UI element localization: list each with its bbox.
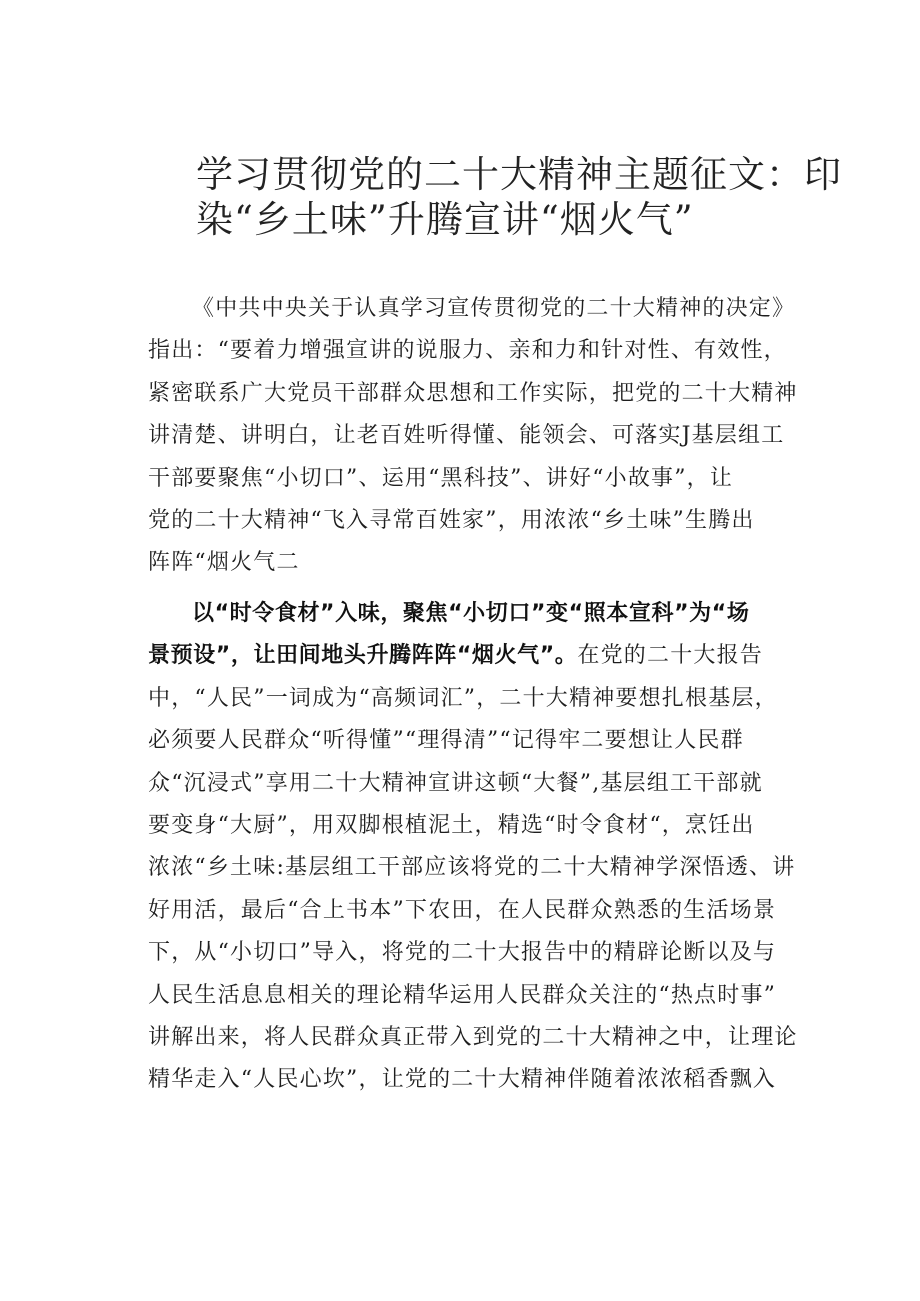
section-heading-line-2: 景预设”，让田间地头升腾阵阵“烟火气”。 <box>148 643 578 669</box>
paragraph-line: 要变身“大厨”，用双脚根植泥土，精选“时令食材“，烹饪出 <box>148 812 755 838</box>
paragraph-line: 讲清楚、讲明白，让老百姓听得懂、能领会、可落实J基层组工 <box>148 423 785 449</box>
paragraph-line: 人民生活息息相关的理论精华运用人民群众关注的“热点时事” <box>148 982 777 1008</box>
paragraph-text: 在党的二十大报告 <box>577 643 763 669</box>
paragraph-section-1 <box>148 593 828 1102</box>
paragraph-line: 必须要人民群众“听得懂”“理得清”“记得牢二要想让人民群 <box>148 728 744 754</box>
document-title <box>196 152 842 242</box>
paragraph-line: 讲解出来，将人民群众真正带入到党的二十大精神之中，让理论 <box>148 1024 798 1050</box>
paragraph-line: 中，“人民”一词成为“高频词汇”，二十大精神要想扎根基层， <box>148 685 778 711</box>
paragraph-line: 党的二十大精神“飞入寻常百姓家”，用浓浓“乡土味”生腾出 <box>148 507 755 533</box>
paragraph-line: 干部要聚焦“小切口”、运用“黑科技”、讲好“小故事”，让 <box>148 465 734 491</box>
paragraph-line <box>148 635 828 677</box>
paragraph-line: 紧密联系广大党员干部群众思想和工作实际，把党的二十大精神 <box>148 380 798 406</box>
paragraph-line: 指出：“要着力增强宣讲的说服力、亲和力和针对性、有效性， <box>148 338 787 364</box>
paragraph-line: 众“沉浸式”享用二十大精神宣讲这顿“大餐”,基层组工干部就 <box>148 770 763 796</box>
section-heading-line-1: 以“时令食材”入味，聚焦“小切口”变“照本宣科”为“场 <box>192 601 750 626</box>
title-line-2: 染“乡土味”升腾宣讲“烟火气” <box>196 198 694 241</box>
paragraph-line: 下，从“小切口”导入，将党的二十大报告中的精辟论断以及与 <box>148 940 777 966</box>
paragraph-line: 《中共中央关于认真学习宣传贯彻党的二十大精神的决定》 <box>192 296 796 321</box>
paragraph-line: 精华走入“人民心坎”，让党的二十大精神伴随着浓浓稻香飘入 <box>148 1067 777 1093</box>
paragraph-line: 好用活，最后“合上书本”下农田，在人民群众熟悉的生活场景 <box>148 897 777 923</box>
title-line-1: 学习贯彻党的二十大精神主题征文：印 <box>196 153 842 196</box>
paragraph-intro <box>148 288 828 585</box>
paragraph-line: 浓浓“乡土味:基层组工干部应该将党的二十大精神学深悟透、讲 <box>148 855 796 881</box>
paragraph-line: 阵阵“烟火气二 <box>148 550 300 576</box>
